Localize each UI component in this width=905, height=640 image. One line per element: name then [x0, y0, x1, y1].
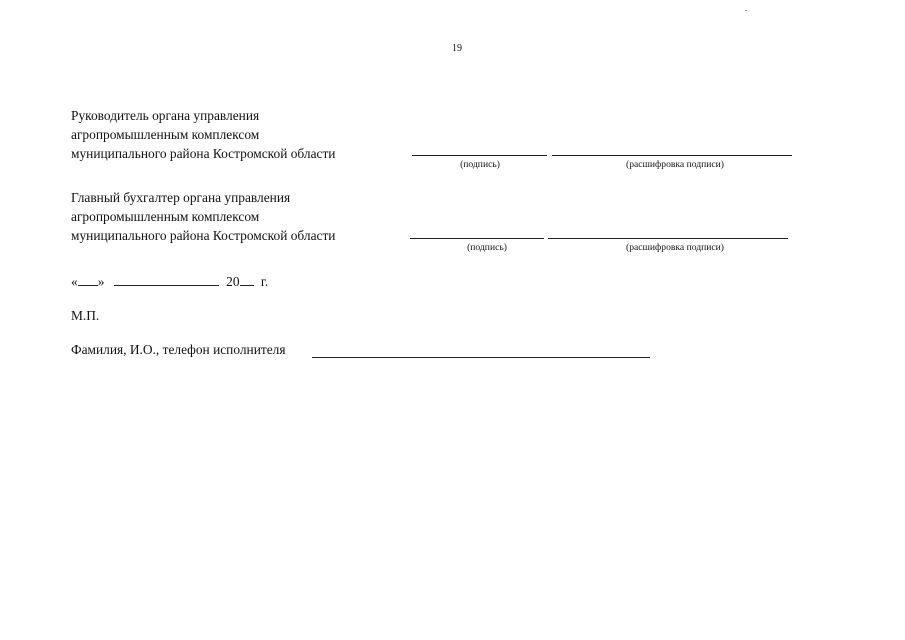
year-field[interactable]: [240, 273, 254, 286]
head-title-line-2: агропромышленным комплексом: [71, 127, 260, 142]
head-decoding-caption: (расшифровка подписи): [626, 159, 724, 170]
month-field[interactable]: [114, 273, 219, 286]
stamp-place-label: М.П.: [71, 308, 100, 323]
accountant-title-line-2: агропромышленным комплексом: [71, 209, 260, 224]
page-number: 19: [452, 43, 462, 54]
executor-label: Фамилия, И.О., телефон исполнителя: [71, 342, 286, 357]
accountant-title-line-1: Главный бухгалтер органа управления: [71, 190, 291, 205]
accountant-signature-line[interactable]: [410, 238, 544, 239]
head-signature-caption: (подпись): [460, 159, 500, 170]
accountant-signature-caption: (подпись): [467, 242, 507, 253]
head-decoding-line[interactable]: [552, 155, 792, 156]
scan-speck: [745, 10, 747, 11]
accountant-decoding-line[interactable]: [548, 238, 788, 239]
accountant-decoding-caption: (расшифровка подписи): [626, 242, 724, 253]
head-title-line-3: муниципального района Костромской области: [71, 146, 336, 161]
year-prefix: 20: [226, 274, 240, 289]
date-close-quote: »: [97, 274, 105, 289]
year-suffix: г.: [260, 274, 269, 289]
accountant-signature-block: [71, 188, 335, 245]
head-signature-line[interactable]: [412, 155, 547, 156]
accountant-title-line-3: муниципального района Костромской области: [71, 228, 336, 243]
date-open-quote: «: [71, 274, 78, 289]
head-title-line-1: Руководитель органа управления: [71, 108, 260, 123]
day-field[interactable]: [78, 273, 98, 286]
head-signature-block: [71, 106, 335, 163]
date-line: [71, 273, 268, 290]
executor-field-line[interactable]: [312, 357, 650, 358]
